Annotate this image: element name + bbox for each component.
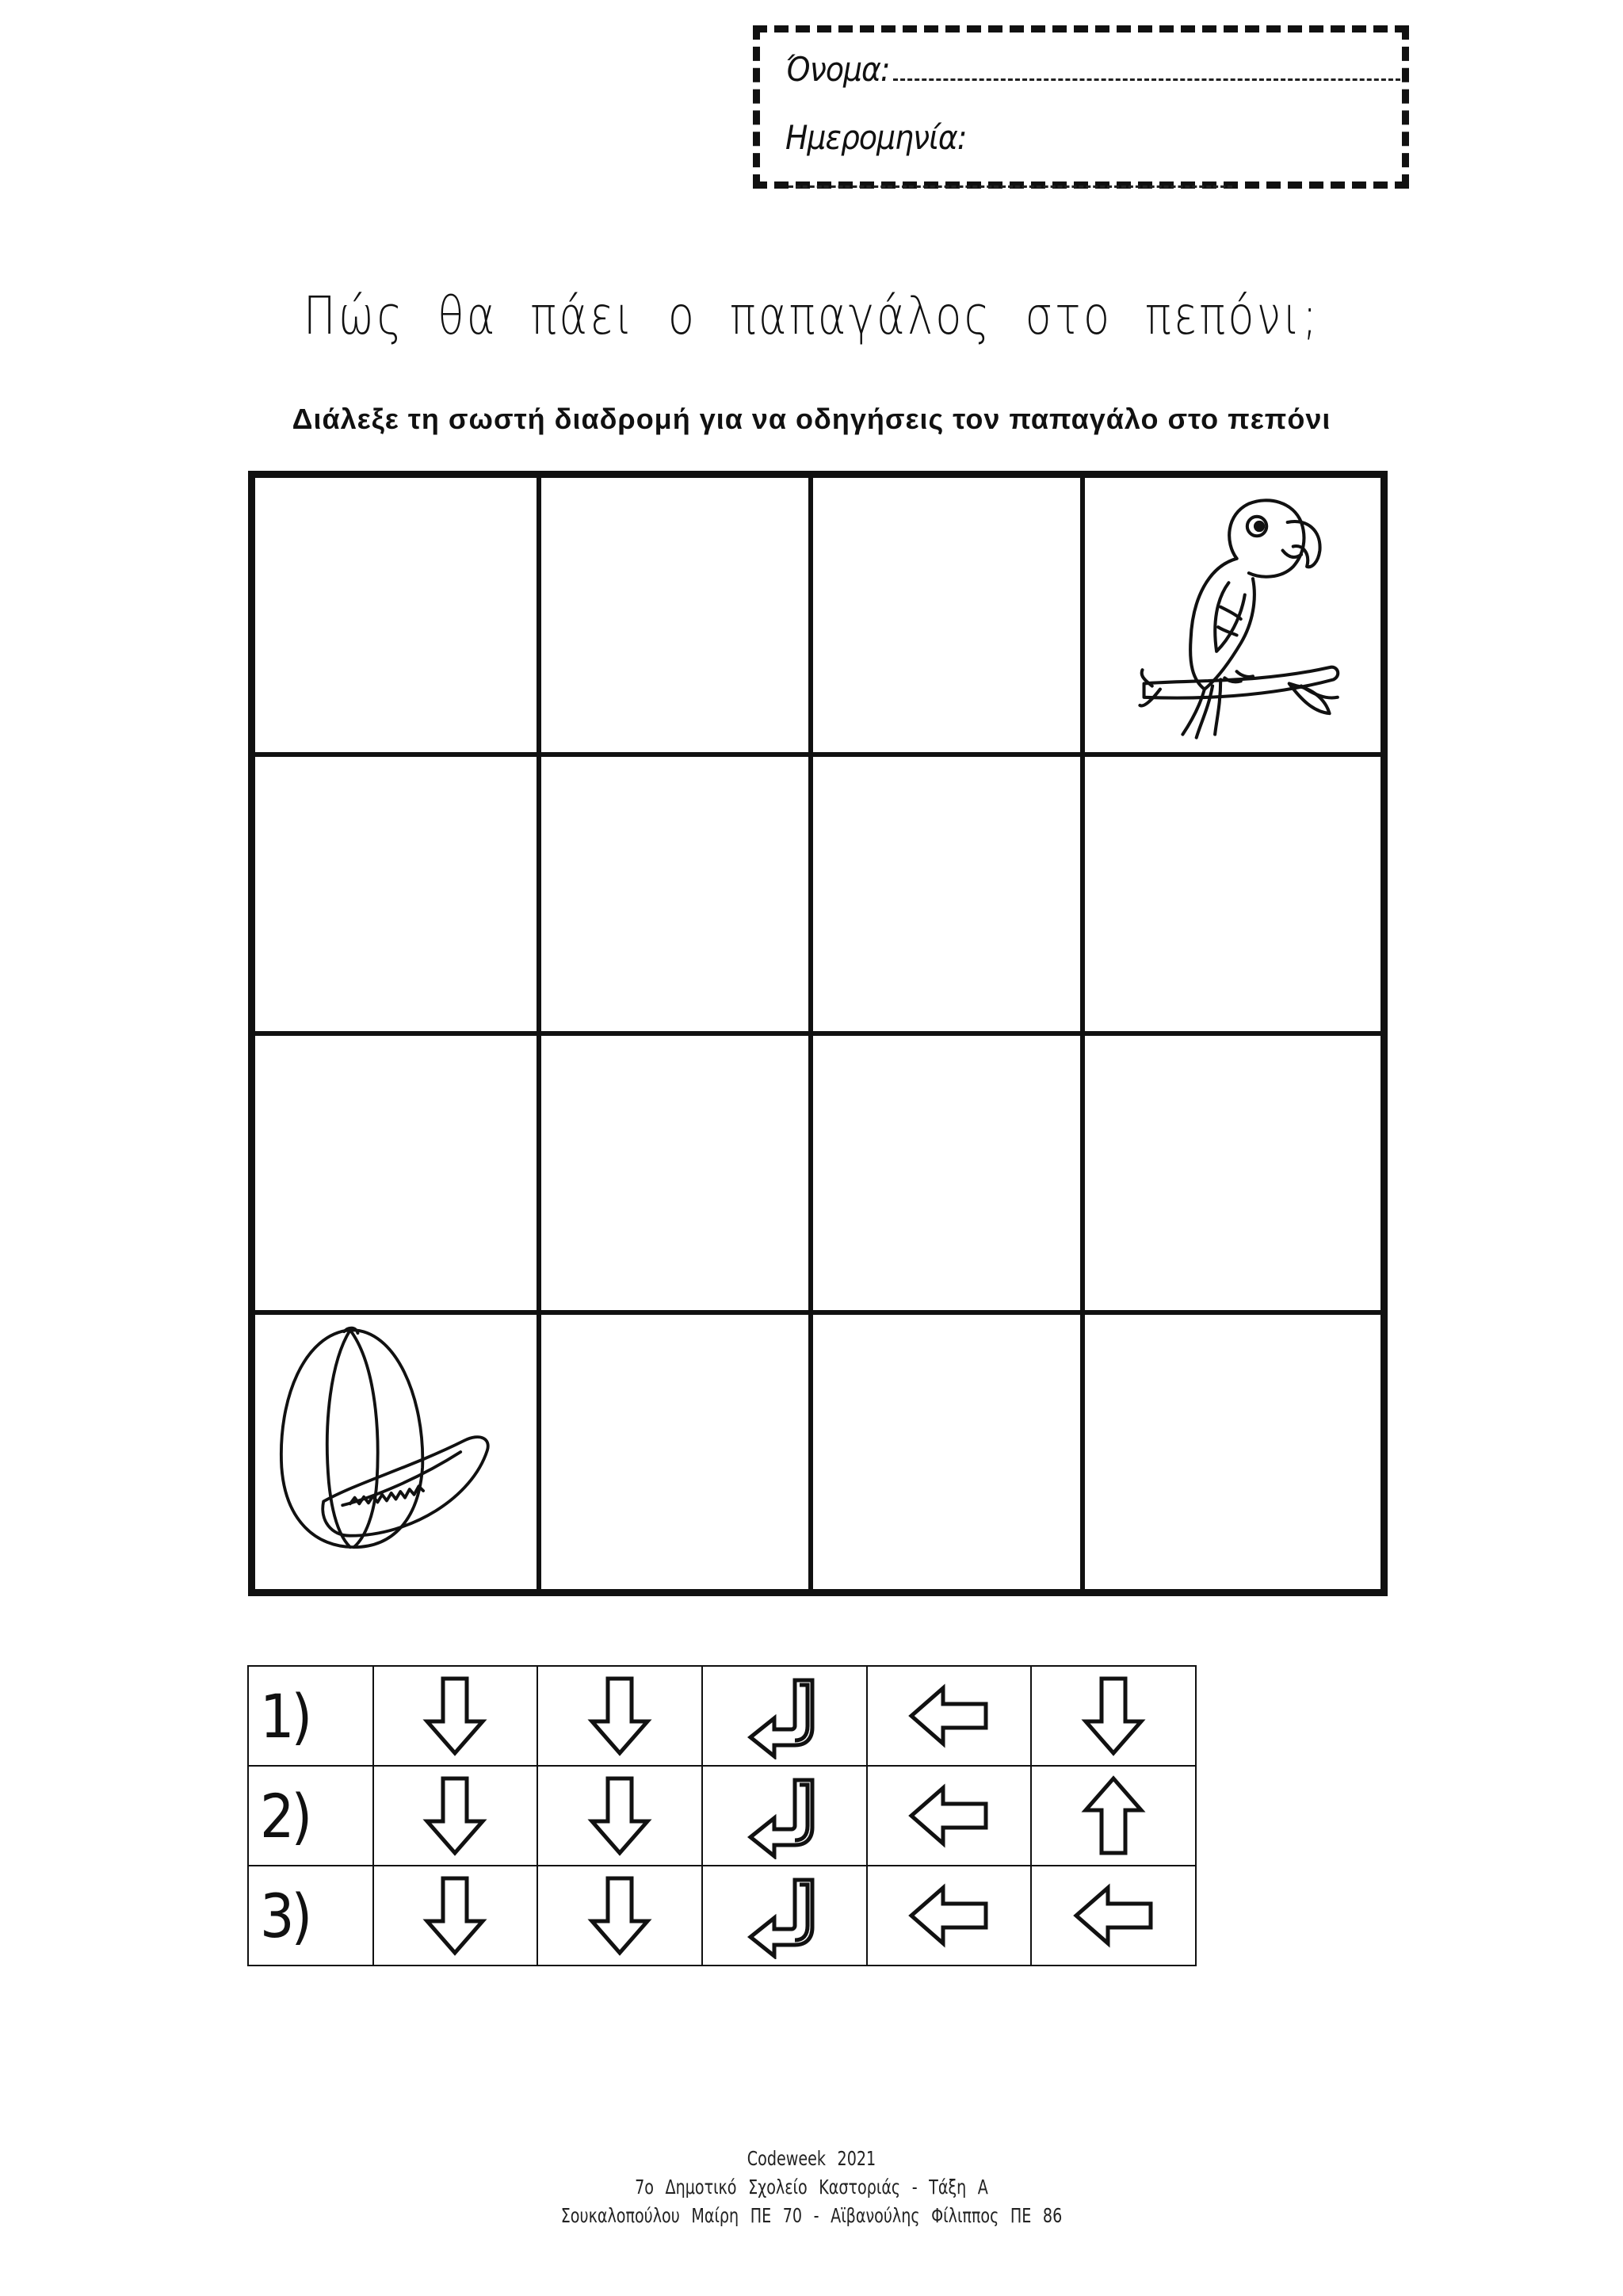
- arrow-down-icon: [411, 1772, 498, 1859]
- grid-cell: [1083, 755, 1383, 1033]
- route-step-cell: [1031, 1666, 1196, 1766]
- grid-cell: [253, 1033, 539, 1312]
- grid-cell: [539, 476, 811, 755]
- date-label: Ημερομηνία:: [785, 118, 967, 157]
- route-step-cell: [537, 1766, 702, 1866]
- route-step-cell: [373, 1666, 538, 1766]
- arrow-down-icon: [1070, 1672, 1157, 1759]
- grid-cell: [253, 476, 539, 755]
- grid-cell: [811, 1312, 1083, 1591]
- arrow-turn-left-icon: [741, 1872, 828, 1959]
- name-label: Όνομα:: [785, 50, 890, 89]
- arrow-turn-left-icon: [741, 1672, 828, 1759]
- arrow-down-icon: [576, 1772, 663, 1859]
- grid-cell: [811, 1033, 1083, 1312]
- route-option-row[interactable]: [248, 1666, 1196, 1766]
- name-date-box: [753, 25, 1409, 189]
- arrow-turn-left-icon: [741, 1772, 828, 1859]
- route-option-label: 3): [248, 1866, 373, 1966]
- path-grid: [248, 471, 1388, 1596]
- name-field[interactable]: [785, 50, 1400, 89]
- route-step-cell: [702, 1766, 867, 1866]
- route-option-row[interactable]: [248, 1866, 1196, 1966]
- route-step-cell: [867, 1666, 1032, 1766]
- grid-cell: [811, 755, 1083, 1033]
- grid-cell-parrot: [1083, 476, 1383, 755]
- route-option-label: 1): [248, 1666, 373, 1766]
- route-step-cell: [867, 1766, 1032, 1866]
- route-option-label: 2): [248, 1766, 373, 1866]
- grid-cell: [1083, 1033, 1383, 1312]
- route-step-cell: [702, 1866, 867, 1966]
- footer-line-1: Codeweek 2021: [747, 2147, 876, 2170]
- date-field[interactable]: [785, 118, 1402, 196]
- route-options-table: [247, 1665, 1197, 1966]
- grid-cell: [1083, 1312, 1383, 1591]
- arrow-left-icon: [905, 1872, 992, 1959]
- route-step-cell: [867, 1866, 1032, 1966]
- grid-cell: [539, 1033, 811, 1312]
- grid-cell: [811, 476, 1083, 755]
- page-title: Πώς θα πάει ο παπαγάλος στο πεπόνι;: [303, 285, 1320, 346]
- arrow-left-icon: [905, 1672, 992, 1759]
- date-line: [789, 185, 1232, 188]
- arrow-down-icon: [576, 1872, 663, 1959]
- instruction-text: Διάλεξε τη σωστή διαδρομή για να οδηγήσεις τον παπαγάλο στο πεπόνι: [292, 403, 1331, 435]
- grid-cell: [539, 755, 811, 1033]
- arrow-left-icon: [1070, 1872, 1157, 1959]
- route-step-cell: [373, 1766, 538, 1866]
- route-step-cell: [537, 1666, 702, 1766]
- arrow-down-icon: [411, 1872, 498, 1959]
- grid-cell-melon: [253, 1312, 539, 1591]
- footer-line-2: 7ο Δημοτικό Σχολείο Καστοριάς - Τάξη Α: [635, 2176, 988, 2199]
- route-step-cell: [702, 1666, 867, 1766]
- arrow-down-icon: [576, 1672, 663, 1759]
- melon-icon: [255, 1315, 537, 1589]
- route-option-row[interactable]: [248, 1766, 1196, 1866]
- grid-cell: [539, 1312, 811, 1591]
- footer-line-3: Σουκαλοπούλου Μαίρη ΠΕ 70 - Αϊβανούλης Φίλιππος ΠΕ 86: [560, 2204, 1063, 2227]
- name-line: [893, 78, 1400, 81]
- arrow-down-icon: [411, 1672, 498, 1759]
- grid-cell: [253, 755, 539, 1033]
- route-step-cell: [537, 1866, 702, 1966]
- route-step-cell: [373, 1866, 538, 1966]
- parrot-icon: [1085, 478, 1381, 752]
- route-step-cell: [1031, 1866, 1196, 1966]
- footer: [0, 2145, 1623, 2230]
- arrow-up-icon: [1070, 1772, 1157, 1859]
- route-step-cell: [1031, 1766, 1196, 1866]
- arrow-left-icon: [905, 1772, 992, 1859]
